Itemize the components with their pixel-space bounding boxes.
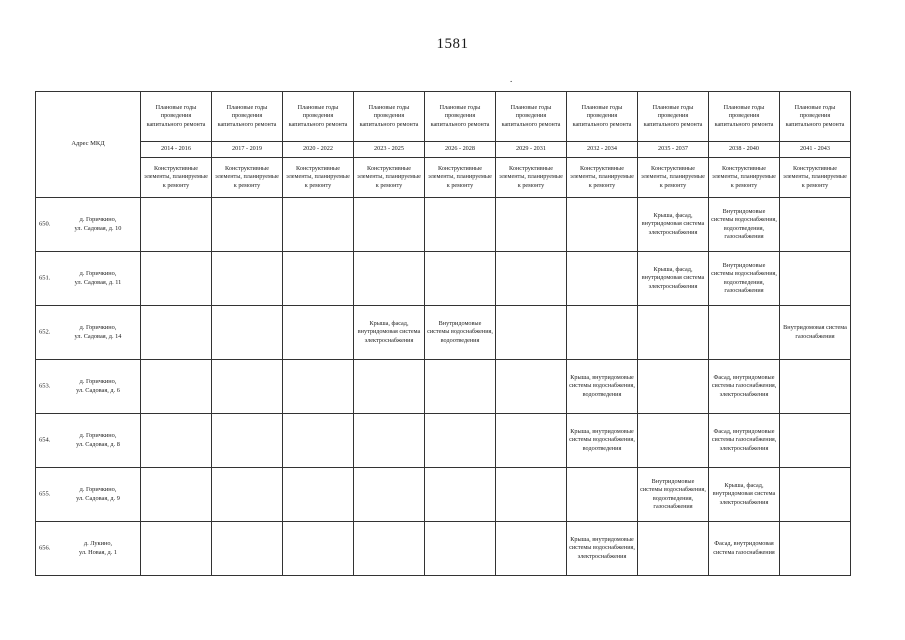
repair-elements-cell xyxy=(638,468,709,522)
repair-elements-cell xyxy=(496,306,567,360)
address-cell xyxy=(36,414,141,468)
row-number: 653. xyxy=(39,382,51,390)
repair-elements-cell xyxy=(425,522,496,576)
table-row xyxy=(36,468,851,522)
table-body xyxy=(36,198,851,576)
repair-elements-text: Фасад, внутридомовая система газоснабжения xyxy=(713,540,775,556)
repair-elements-cell xyxy=(212,252,283,306)
repair-elements-cell xyxy=(283,414,354,468)
repair-elements-cell xyxy=(780,252,851,306)
repair-elements-cell xyxy=(425,360,496,414)
period-caption-header: Плановые годы проведения капитального ремонта xyxy=(567,92,638,142)
repair-elements-cell xyxy=(709,468,780,522)
repair-elements-cell xyxy=(496,360,567,414)
repair-elements-cell xyxy=(567,414,638,468)
row-number: 655. xyxy=(39,490,51,498)
period-years-header: 2038 - 2040 xyxy=(709,142,780,158)
repair-elements-text: Фасад, внутридомовые системы газоснабжения, электроснабжения xyxy=(711,427,777,452)
address-cell xyxy=(36,360,141,414)
repair-elements-cell xyxy=(496,198,567,252)
repair-elements-cell xyxy=(780,522,851,576)
capital-repair-schedule-table xyxy=(35,91,851,576)
repair-elements-cell xyxy=(709,522,780,576)
repair-elements-cell xyxy=(283,198,354,252)
repair-elements-cell xyxy=(425,414,496,468)
repair-elements-cell xyxy=(709,306,780,360)
repair-elements-cell xyxy=(283,252,354,306)
repair-elements-cell xyxy=(425,198,496,252)
building-address xyxy=(56,270,140,287)
repair-elements-text: Внутридомовые системы водоснабжения, водоотведения xyxy=(427,319,493,344)
building-address xyxy=(56,324,140,341)
repair-elements-cell xyxy=(496,414,567,468)
repair-elements-cell xyxy=(496,468,567,522)
period-caption-header: Плановые годы проведения капитального ремонта xyxy=(354,92,425,142)
elements-caption-header: Конструктивные элементы, планируемые к ремонту xyxy=(780,158,851,198)
repair-elements-cell xyxy=(567,522,638,576)
repair-elements-cell xyxy=(141,360,212,414)
repair-elements-cell xyxy=(283,522,354,576)
building-address xyxy=(56,486,140,503)
row-number: 654. xyxy=(39,436,51,444)
period-caption-header: Плановые годы проведения капитального ремонта xyxy=(283,92,354,142)
repair-elements-cell xyxy=(212,198,283,252)
address-locality: д. Горичкино, xyxy=(79,432,117,439)
repair-elements-text: Крыша, внутридомовые системы водоснабжения, электроснабжения xyxy=(569,535,635,560)
repair-elements-cell xyxy=(283,306,354,360)
repair-elements-cell xyxy=(212,522,283,576)
table-row xyxy=(36,522,851,576)
elements-caption-header: Конструктивные элементы, планируемые к ремонту xyxy=(638,158,709,198)
repair-elements-cell xyxy=(780,414,851,468)
repair-elements-cell xyxy=(638,360,709,414)
repair-elements-cell xyxy=(212,414,283,468)
repair-elements-text: Крыша, фасад, внутридомовая система электроснабжения xyxy=(357,319,421,344)
header-row-captions xyxy=(36,92,851,142)
repair-elements-cell xyxy=(354,306,425,360)
address-locality: д. Горичкино, xyxy=(79,486,117,493)
address-locality: д. Горичкино, xyxy=(79,378,117,385)
table-row xyxy=(36,414,851,468)
repair-elements-cell xyxy=(567,306,638,360)
repair-elements-cell xyxy=(354,468,425,522)
period-caption-header: Плановые годы проведения капитального ремонта xyxy=(212,92,283,142)
repair-elements-text: Внутридомовые системы водоснабжения, водоотведения, газоснабжения xyxy=(640,477,706,510)
address-column-header: Адрес МКД xyxy=(36,92,141,198)
repair-elements-cell xyxy=(709,198,780,252)
repair-elements-cell xyxy=(496,522,567,576)
address-locality: д. Горичкино, xyxy=(79,270,117,277)
repair-elements-cell xyxy=(709,360,780,414)
period-caption-header: Плановые годы проведения капитального ремонта xyxy=(780,92,851,142)
building-address xyxy=(56,216,140,233)
elements-caption-header: Конструктивные элементы, планируемые к ремонту xyxy=(212,158,283,198)
repair-elements-cell xyxy=(354,198,425,252)
repair-elements-cell xyxy=(425,252,496,306)
building-address xyxy=(56,432,140,449)
address-cell xyxy=(36,522,141,576)
repair-elements-cell xyxy=(212,360,283,414)
repair-elements-cell xyxy=(141,468,212,522)
repair-elements-cell xyxy=(141,252,212,306)
period-caption-header: Плановые годы проведения капитального ремонта xyxy=(496,92,567,142)
repair-elements-cell xyxy=(354,414,425,468)
period-years-header: 2035 - 2037 xyxy=(638,142,709,158)
period-caption-header: Плановые годы проведения капитального ремонта xyxy=(638,92,709,142)
repair-elements-cell xyxy=(425,468,496,522)
elements-caption-header: Конструктивные элементы, планируемые к ремонту xyxy=(496,158,567,198)
page-number: 1581 xyxy=(436,36,469,52)
row-number: 651. xyxy=(39,274,51,282)
repair-elements-cell xyxy=(638,198,709,252)
repair-elements-text: Внутридомовые системы водоснабжения, водоотведения, газоснабжения xyxy=(711,207,777,240)
repair-elements-cell xyxy=(567,360,638,414)
repair-elements-cell xyxy=(780,198,851,252)
repair-elements-cell xyxy=(141,414,212,468)
table-row xyxy=(36,306,851,360)
repair-elements-cell xyxy=(496,252,567,306)
period-years-header: 2017 - 2019 xyxy=(212,142,283,158)
repair-elements-text: Крыша, внутридомовые системы водоснабжения, водоотведения xyxy=(569,427,635,452)
elements-caption-header: Конструктивные элементы, планируемые к ремонту xyxy=(425,158,496,198)
repair-elements-cell xyxy=(780,306,851,360)
repair-elements-cell xyxy=(425,306,496,360)
period-caption-header: Плановые годы проведения капитального ремонта xyxy=(709,92,780,142)
period-years-header: 2026 - 2028 xyxy=(425,142,496,158)
repair-elements-cell xyxy=(638,252,709,306)
address-locality: д. Горичкино, xyxy=(79,324,117,331)
table-row xyxy=(36,360,851,414)
repair-elements-cell xyxy=(709,252,780,306)
address-street: ул. Садовая, д. 10 xyxy=(74,224,122,232)
address-locality: д. Лукино, xyxy=(83,540,113,547)
repair-elements-text: Крыша, фасад, внутридомовая система электроснабжения xyxy=(712,481,776,506)
row-number: 652. xyxy=(39,328,51,336)
address-cell xyxy=(36,252,141,306)
row-number: 650. xyxy=(39,220,51,228)
elements-caption-header: Конструктивные элементы, планируемые к ремонту xyxy=(283,158,354,198)
header-row-periods xyxy=(36,142,851,158)
address-street: ул. Новая, д. 1 xyxy=(78,548,118,556)
elements-caption-header: Конструктивные элементы, планируемые к ремонту xyxy=(354,158,425,198)
repair-elements-cell xyxy=(780,468,851,522)
scan-dot: . xyxy=(510,74,513,84)
address-street: ул. Садовая, д. 11 xyxy=(74,278,122,286)
repair-elements-cell xyxy=(709,414,780,468)
repair-elements-cell xyxy=(141,306,212,360)
repair-elements-text: Внутридомовые системы водоснабжения, водоотведения, газоснабжения xyxy=(711,261,777,294)
period-caption-header: Плановые годы проведения капитального ремонта xyxy=(425,92,496,142)
period-years-header: 2020 - 2022 xyxy=(283,142,354,158)
repair-elements-cell xyxy=(567,198,638,252)
address-street: ул. Садовая, д. 8 xyxy=(76,440,120,448)
repair-elements-cell xyxy=(354,360,425,414)
repair-elements-cell xyxy=(141,198,212,252)
elements-caption-header: Конструктивные элементы, планируемые к ремонту xyxy=(709,158,780,198)
repair-elements-cell xyxy=(638,522,709,576)
repair-elements-cell xyxy=(141,522,212,576)
repair-elements-cell xyxy=(283,468,354,522)
header-row-elements xyxy=(36,158,851,198)
repair-elements-cell xyxy=(354,522,425,576)
address-street: ул. Садовая, д. 14 xyxy=(74,332,122,340)
elements-caption-header: Конструктивные элементы, планируемые к ремонту xyxy=(141,158,212,198)
repair-elements-cell xyxy=(638,306,709,360)
elements-caption-header: Конструктивные элементы, планируемые к ремонту xyxy=(567,158,638,198)
repair-elements-cell xyxy=(638,414,709,468)
building-address xyxy=(56,540,140,557)
repair-elements-cell xyxy=(354,252,425,306)
table-row xyxy=(36,252,851,306)
repair-elements-cell xyxy=(212,468,283,522)
repair-elements-cell xyxy=(567,252,638,306)
repair-elements-cell xyxy=(780,360,851,414)
address-street: ул. Садовая, д. 9 xyxy=(76,494,120,502)
address-cell xyxy=(36,198,141,252)
row-number: 656. xyxy=(39,544,51,552)
repair-elements-text: Внутридомовая система газоснабжения xyxy=(783,324,847,340)
address-cell xyxy=(36,306,141,360)
repair-elements-text: Крыша, внутридомовые системы водоснабжения, водоотведения xyxy=(569,373,635,398)
period-years-header: 2023 - 2025 xyxy=(354,142,425,158)
table-row xyxy=(36,198,851,252)
period-years-header: 2029 - 2031 xyxy=(496,142,567,158)
period-years-header: 2041 - 2043 xyxy=(780,142,851,158)
address-cell xyxy=(36,468,141,522)
repair-elements-cell xyxy=(283,360,354,414)
repair-elements-text: Крыша, фасад, внутридомовая система электроснабжения xyxy=(641,211,705,236)
building-address xyxy=(56,378,140,395)
address-locality: д. Горичкино, xyxy=(79,216,117,223)
repair-elements-text: Крыша, фасад, внутридомовая система электроснабжения xyxy=(641,265,705,290)
period-years-header: 2032 - 2034 xyxy=(567,142,638,158)
period-years-header: 2014 - 2016 xyxy=(141,142,212,158)
repair-elements-text: Фасад, внутридомовые системы газоснабжения, электроснабжения xyxy=(711,373,777,398)
address-street: ул. Садовая, д. 6 xyxy=(76,386,120,394)
period-caption-header: Плановые годы проведения капитального ремонта xyxy=(141,92,212,142)
repair-elements-cell xyxy=(567,468,638,522)
repair-elements-cell xyxy=(212,306,283,360)
